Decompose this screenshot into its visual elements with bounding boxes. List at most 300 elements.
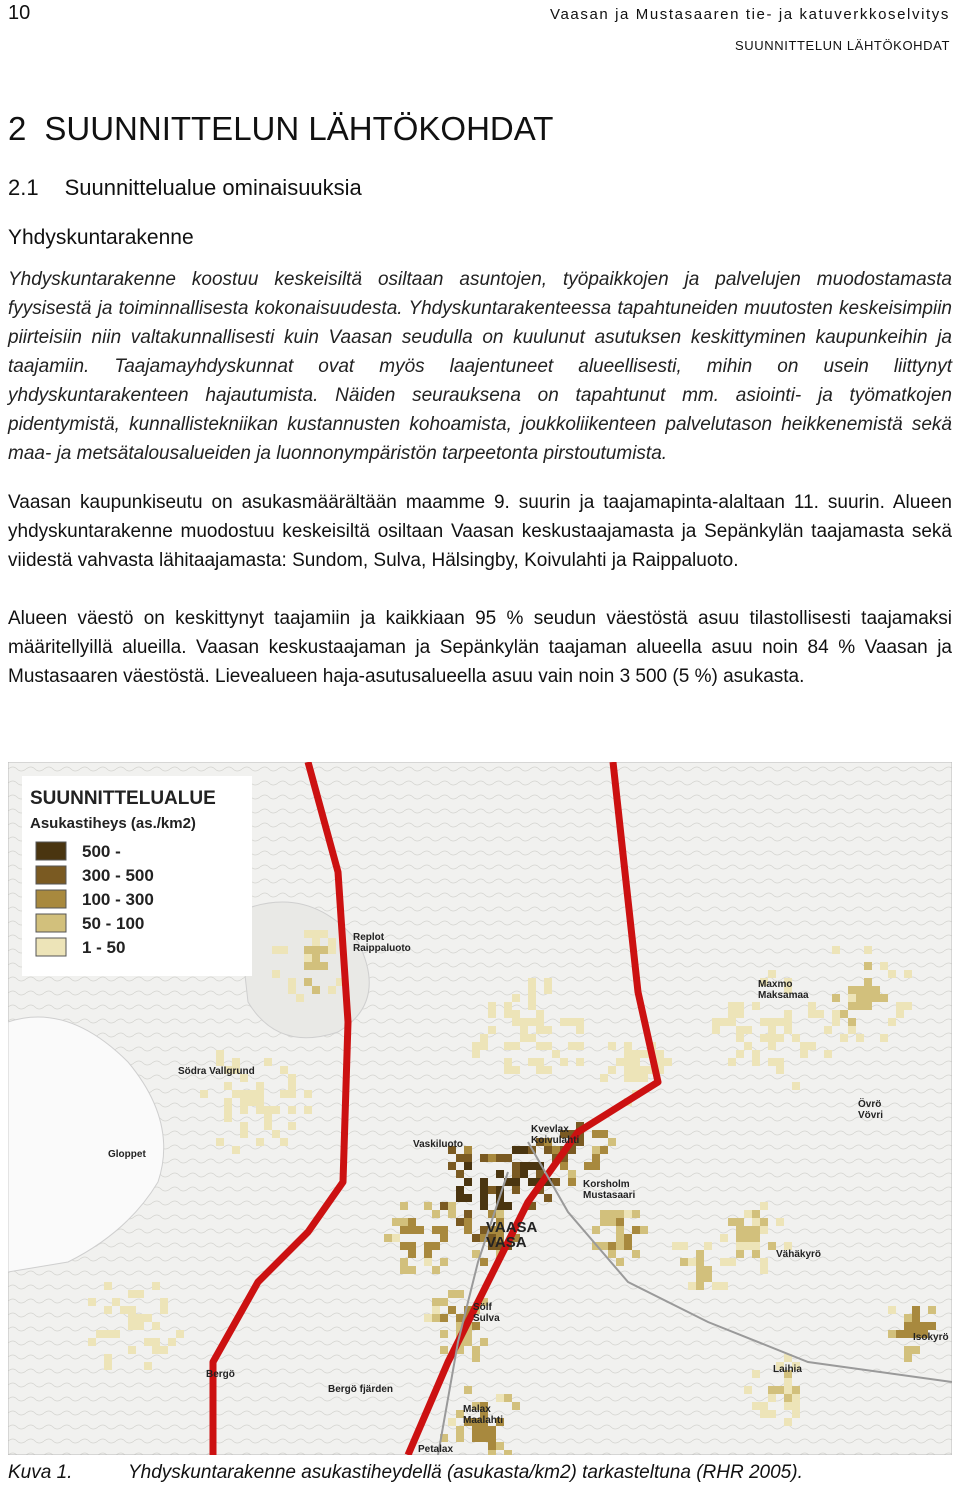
density-cell: [288, 1122, 296, 1130]
density-cell: [728, 1258, 736, 1266]
place-label-alt: VASA: [486, 1234, 527, 1251]
density-cell: [176, 1330, 184, 1338]
density-cell: [776, 1386, 784, 1394]
density-cell: [152, 1338, 160, 1346]
legend-label: 1 - 50: [82, 938, 126, 957]
density-cell: [760, 1202, 768, 1210]
density-cell: [440, 1258, 448, 1266]
density-cell: [624, 1042, 632, 1050]
density-cell: [504, 1058, 512, 1066]
density-cell: [400, 1226, 408, 1234]
density-cell: [768, 970, 776, 978]
density-cell: [768, 1410, 776, 1418]
density-cell: [392, 1234, 400, 1242]
density-cell: [856, 986, 864, 994]
density-cell: [496, 1394, 504, 1402]
density-cell: [464, 1226, 472, 1234]
running-header-section: SUUNNITTELUN LÄHTÖKOHDAT: [735, 38, 950, 53]
density-cell: [752, 1402, 760, 1410]
paragraph-intro: Yhdyskuntarakenne koostuu keskeisiltä osiltaan asuntojen, työpaikkojen ja palvelujen muodostamasta fyysisestä ja toiminnallisesta kokonaisuudesta. Yhdyskuntarakenteessa tapahtuneiden muutosten keskeisimpiin piirteisiin niin valtakunnallisesti kuin Vaasan seudulla on kuulunut asutuksen keskittyminen kaupunkeihin ja taajamiin. Taajamayhdyskunnat ovat myös laajentuneet alueellisesti, mihin on usein liittynyt yhdyskuntarakenteen hajautumista. Näiden seurauksena on tapahtunut mm. asiointi- ja työmatkojen pidentymistä, kunnallistekniikan kustannusten kohoamista, joukkoliikenteen palvelutason heikkenemistä sekä maa- ja metsätalousalueiden ja luonnonympäristön tarpeetonta pirstoutumista.: [8, 269, 952, 464]
density-cell: [616, 1242, 624, 1250]
density-cell: [840, 1034, 848, 1042]
density-cell: [704, 1242, 712, 1250]
density-cell: [784, 1010, 792, 1018]
density-cell: [432, 1226, 440, 1234]
density-cell: [736, 1002, 744, 1010]
density-cell: [216, 1138, 224, 1146]
density-cell: [512, 1178, 520, 1186]
density-cell: [520, 1026, 528, 1034]
map-canvas: [8, 762, 952, 1455]
density-cell: [488, 1442, 496, 1450]
density-cell: [760, 1034, 768, 1042]
density-cell: [568, 1170, 576, 1178]
density-cell: [456, 1426, 464, 1434]
density-cell: [872, 986, 880, 994]
density-cell: [224, 1106, 232, 1114]
density-cell: [736, 1050, 744, 1058]
density-cell: [592, 1130, 600, 1138]
density-cell: [400, 1258, 408, 1266]
density-cell: [656, 1050, 664, 1058]
density-cell: [280, 1138, 288, 1146]
place-label-alt: Raippaluoto: [353, 943, 411, 954]
density-cell: [320, 946, 328, 954]
density-cell: [912, 1314, 920, 1322]
density-cell: [744, 1242, 752, 1250]
place-label-alt: Mustasaari: [583, 1190, 636, 1201]
density-cell: [128, 1314, 136, 1322]
density-cell: [464, 1178, 472, 1186]
density-cell: [312, 954, 320, 962]
density-cell: [624, 1050, 632, 1058]
density-cell: [640, 1066, 648, 1074]
running-header-title: Vaasan ja Mustasaaren tie- ja katuverkkoselvitys: [549, 6, 950, 23]
density-cell: [880, 994, 888, 1002]
density-cell: [488, 1154, 496, 1162]
density-cell: [904, 1354, 912, 1362]
density-cell: [856, 1002, 864, 1010]
density-cell: [728, 1018, 736, 1026]
density-cell: [608, 1250, 616, 1258]
density-cell: [792, 1394, 800, 1402]
density-cell: [248, 1098, 256, 1106]
density-cell: [144, 1314, 152, 1322]
density-cell: [616, 1258, 624, 1266]
density-cell: [464, 1146, 472, 1154]
density-cell: [272, 1130, 280, 1138]
density-cell: [288, 1082, 296, 1090]
density-cell: [240, 1090, 248, 1098]
density-cell: [544, 978, 552, 986]
density-cell: [128, 1322, 136, 1330]
density-cell: [736, 1234, 744, 1242]
density-cell: [424, 1258, 432, 1266]
density-cell: [88, 1298, 96, 1306]
density-cell: [760, 1402, 768, 1410]
density-cell: [528, 978, 536, 986]
density-cell: [592, 1226, 600, 1234]
legend-swatch: [36, 914, 66, 932]
density-cell: [512, 1018, 520, 1026]
density-cell: [776, 1058, 784, 1066]
section-title: Suunnittelualue ominaisuuksia: [64, 175, 362, 200]
density-cell: [624, 1210, 632, 1218]
density-cell: [864, 994, 872, 1002]
density-cell: [800, 1042, 808, 1050]
density-cell: [408, 1266, 416, 1274]
density-cell: [496, 1170, 504, 1178]
density-cell: [448, 1290, 456, 1298]
density-cell: [128, 1346, 136, 1354]
density-cell: [536, 1026, 544, 1034]
density-cell: [736, 1034, 744, 1042]
density-cell: [272, 1106, 280, 1114]
density-cell: [544, 986, 552, 994]
density-cell: [528, 1018, 536, 1026]
density-cell: [216, 1058, 224, 1066]
legend-swatch: [36, 938, 66, 956]
density-cell: [792, 1034, 800, 1042]
density-cell: [672, 1242, 680, 1250]
density-cell: [592, 1146, 600, 1154]
density-cell: [752, 1234, 760, 1242]
density-cell: [480, 1194, 488, 1202]
density-cell: [464, 1162, 472, 1170]
density-cell: [616, 1234, 624, 1242]
density-cell: [536, 1042, 544, 1050]
legend-swatch: [36, 866, 66, 884]
density-cell: [472, 1434, 480, 1442]
density-cell: [832, 1010, 840, 1018]
density-cell: [504, 1066, 512, 1074]
density-cell: [464, 1338, 472, 1346]
density-cell: [424, 1250, 432, 1258]
place-label-alt: Maalahti: [463, 1415, 504, 1426]
density-cell: [472, 1050, 480, 1058]
density-cell: [504, 1002, 512, 1010]
density-cell: [520, 1146, 528, 1154]
density-cell: [232, 1090, 240, 1098]
density-cell: [752, 1370, 760, 1378]
density-cell: [632, 1058, 640, 1066]
density-cell: [536, 1010, 544, 1018]
density-cell: [728, 1218, 736, 1226]
density-cell: [632, 1210, 640, 1218]
place-label: Malax: [463, 1404, 491, 1415]
density-cell: [168, 1338, 176, 1346]
density-cell: [752, 1218, 760, 1226]
density-cell: [608, 1218, 616, 1226]
density-cell: [768, 1026, 776, 1034]
density-cell: [912, 1322, 920, 1330]
density-cell: [512, 1162, 520, 1170]
density-cell: [848, 986, 856, 994]
density-cell: [504, 1394, 512, 1402]
density-cell: [424, 1202, 432, 1210]
subheading: Yhdyskuntarakenne: [8, 226, 194, 249]
density-cell: [448, 1202, 456, 1210]
density-cell: [432, 1242, 440, 1250]
density-cell: [616, 1218, 624, 1226]
density-cell: [496, 1154, 504, 1162]
density-cell: [928, 1322, 936, 1330]
density-cell: [312, 938, 320, 946]
density-cell: [768, 1242, 776, 1250]
density-cell: [104, 1354, 112, 1362]
density-cell: [152, 1282, 160, 1290]
density-cell: [432, 1298, 440, 1306]
density-cell: [784, 1402, 792, 1410]
density-cell: [536, 1066, 544, 1074]
density-cell: [400, 1266, 408, 1274]
caption-text: Yhdyskuntarakenne asukastiheydellä (asukasta/km2) tarkasteltuna (RHR 2005).: [128, 1462, 803, 1483]
place-label: Övrö: [858, 1099, 882, 1110]
density-cell: [304, 946, 312, 954]
density-cell: [768, 1058, 776, 1066]
density-cell: [528, 1034, 536, 1042]
density-cell: [136, 1322, 144, 1330]
density-cell: [896, 1330, 904, 1338]
density-cell: [864, 1002, 872, 1010]
density-cell: [400, 1202, 408, 1210]
density-cell: [784, 1418, 792, 1426]
density-cell: [688, 1258, 696, 1266]
density-cell: [544, 1194, 552, 1202]
density-cell: [680, 1258, 688, 1266]
density-cell: [464, 1154, 472, 1162]
density-cell: [240, 1098, 248, 1106]
density-cell: [848, 994, 856, 1002]
density-cell: [832, 994, 840, 1002]
density-cell: [792, 1402, 800, 1410]
density-cell: [792, 1410, 800, 1418]
page-number: 10: [8, 2, 31, 24]
density-cell: [288, 1074, 296, 1082]
density-cell: [224, 1114, 232, 1122]
density-cell: [264, 1114, 272, 1122]
density-cell: [584, 1162, 592, 1170]
density-cell: [600, 1146, 608, 1154]
density-cell: [488, 1434, 496, 1442]
density-cell: [608, 1242, 616, 1250]
density-cell: [600, 1130, 608, 1138]
density-cell: [664, 1058, 672, 1066]
density-cell: [512, 1010, 520, 1018]
place-label: Bergö: [206, 1369, 235, 1380]
density-cell: [112, 1298, 120, 1306]
density-cell: [488, 1186, 496, 1194]
density-cell: [400, 1242, 408, 1250]
density-cell: [440, 1314, 448, 1322]
density-cell: [632, 1226, 640, 1234]
density-cell: [632, 1250, 640, 1258]
density-cell: [856, 1034, 864, 1042]
density-cell: [616, 1210, 624, 1218]
density-cell: [144, 1362, 152, 1370]
density-cell: [904, 1330, 912, 1338]
density-cell: [256, 1082, 264, 1090]
density-cell: [256, 1106, 264, 1114]
density-cell: [824, 1050, 832, 1058]
density-cell: [456, 1186, 464, 1194]
density-cell: [488, 1426, 496, 1434]
density-cell: [536, 1018, 544, 1026]
density-cell: [920, 1322, 928, 1330]
density-cell: [840, 1010, 848, 1018]
chapter-number: 2: [8, 110, 27, 147]
density-cell: [264, 1122, 272, 1130]
density-cell: [464, 1218, 472, 1226]
density-cell: [768, 1394, 776, 1402]
density-cell: [240, 1106, 248, 1114]
density-cell: [408, 1250, 416, 1258]
density-cell: [712, 1018, 720, 1026]
density-cell: [552, 1050, 560, 1058]
place-label-alt: Sulva: [473, 1313, 500, 1324]
density-cell: [888, 1018, 896, 1026]
density-cell: [488, 1026, 496, 1034]
density-cell: [480, 1042, 488, 1050]
legend-label: 300 - 500: [82, 866, 154, 885]
density-cell: [624, 1074, 632, 1082]
density-cell: [888, 1330, 896, 1338]
density-cell: [512, 1186, 520, 1194]
density-cell: [160, 1346, 168, 1354]
density-cell: [256, 1098, 264, 1106]
density-cell: [560, 1162, 568, 1170]
density-cell: [328, 946, 336, 954]
density-cell: [696, 1250, 704, 1258]
density-cell: [392, 1218, 400, 1226]
density-cell: [864, 962, 872, 970]
density-cell: [528, 1162, 536, 1170]
density-cell: [424, 1242, 432, 1250]
density-cell: [928, 1306, 936, 1314]
density-cell: [848, 1026, 856, 1034]
density-cell: [736, 1218, 744, 1226]
density-cell: [224, 1082, 232, 1090]
density-cell: [480, 1202, 488, 1210]
population-density-map: [8, 762, 952, 1455]
density-cell: [768, 1018, 776, 1026]
density-cell: [416, 1226, 424, 1234]
density-cell: [232, 1146, 240, 1154]
density-cell: [304, 954, 312, 962]
density-cell: [384, 1234, 392, 1242]
density-cell: [456, 1170, 464, 1178]
paragraph-region: Vaasan kaupunkiseutu on asukasmäärältään maamme 9. suurin ja taajamapinta-alaltaan 11. suurin. Alueen yhdyskuntarakenne muodostuu keskeisiltä osiltaan Vaasan keskustaajamasta ja Sepänkylän taajamasta sekä viidestä vahvasta lähitaajamasta: Sundom, Sulva, Hälsingby, Koivulahti ja Raippaluoto.: [8, 492, 952, 571]
density-cell: [744, 1026, 752, 1034]
density-cell: [736, 1226, 744, 1234]
density-cell: [240, 1122, 248, 1130]
density-cell: [816, 1010, 824, 1018]
density-cell: [712, 1026, 720, 1034]
density-cell: [624, 1058, 632, 1066]
density-cell: [528, 994, 536, 1002]
place-label-alt: Koivulahti: [531, 1135, 580, 1146]
density-cell: [768, 1386, 776, 1394]
density-cell: [440, 1346, 448, 1354]
density-cell: [280, 946, 288, 954]
density-cell: [520, 1170, 528, 1178]
density-cell: [456, 1218, 464, 1226]
density-cell: [472, 1354, 480, 1362]
density-cell: [480, 1426, 488, 1434]
density-cell: [480, 1258, 488, 1266]
density-cell: [144, 1338, 152, 1346]
place-label: Isokyrö: [913, 1332, 949, 1343]
density-cell: [616, 1226, 624, 1234]
density-cell: [496, 1210, 504, 1218]
density-cell: [440, 1330, 448, 1338]
density-cell: [776, 1018, 784, 1026]
density-cell: [744, 1234, 752, 1242]
density-cell: [568, 1042, 576, 1050]
density-cell: [128, 1290, 136, 1298]
density-cell: [512, 1146, 520, 1154]
density-cell: [256, 1138, 264, 1146]
density-cell: [808, 1042, 816, 1050]
density-cell: [568, 1178, 576, 1186]
density-cell: [312, 962, 320, 970]
density-cell: [848, 1018, 856, 1026]
figure-caption: [8, 1462, 803, 1484]
density-cell: [560, 1018, 568, 1026]
density-cell: [640, 1074, 648, 1082]
density-cell: [576, 1058, 584, 1066]
density-cell: [560, 1058, 568, 1066]
density-cell: [784, 1026, 792, 1034]
density-cell: [512, 1066, 520, 1074]
density-cell: [640, 1226, 648, 1234]
density-cell: [904, 1314, 912, 1322]
density-cell: [912, 1306, 920, 1314]
density-cell: [472, 1234, 480, 1242]
density-cell: [504, 1010, 512, 1018]
density-cell: [264, 1058, 272, 1066]
density-cell: [880, 1034, 888, 1042]
density-cell: [520, 1034, 528, 1042]
density-cell: [528, 1002, 536, 1010]
density-cell: [448, 1306, 456, 1314]
density-cell: [768, 1034, 776, 1042]
density-cell: [472, 1426, 480, 1434]
density-cell: [320, 930, 328, 938]
density-cell: [760, 1266, 768, 1274]
density-cell: [320, 962, 328, 970]
density-cell: [312, 946, 320, 954]
density-cell: [752, 1210, 760, 1218]
density-cell: [528, 986, 536, 994]
place-label-alt: Maksamaa: [758, 990, 809, 1001]
density-cell: [272, 946, 280, 954]
place-label: Gloppet: [108, 1149, 146, 1160]
density-cell: [576, 1018, 584, 1026]
density-cell: [864, 946, 872, 954]
density-cell: [760, 1226, 768, 1234]
density-cell: [744, 1210, 752, 1218]
density-cell: [784, 1378, 792, 1386]
density-cell: [600, 1074, 608, 1082]
density-cell: [544, 1066, 552, 1074]
density-cell: [120, 1306, 128, 1314]
density-cell: [600, 1218, 608, 1226]
density-cell: [568, 1018, 576, 1026]
density-cell: [744, 1226, 752, 1234]
density-cell: [480, 1034, 488, 1042]
density-cell: [88, 1338, 96, 1346]
